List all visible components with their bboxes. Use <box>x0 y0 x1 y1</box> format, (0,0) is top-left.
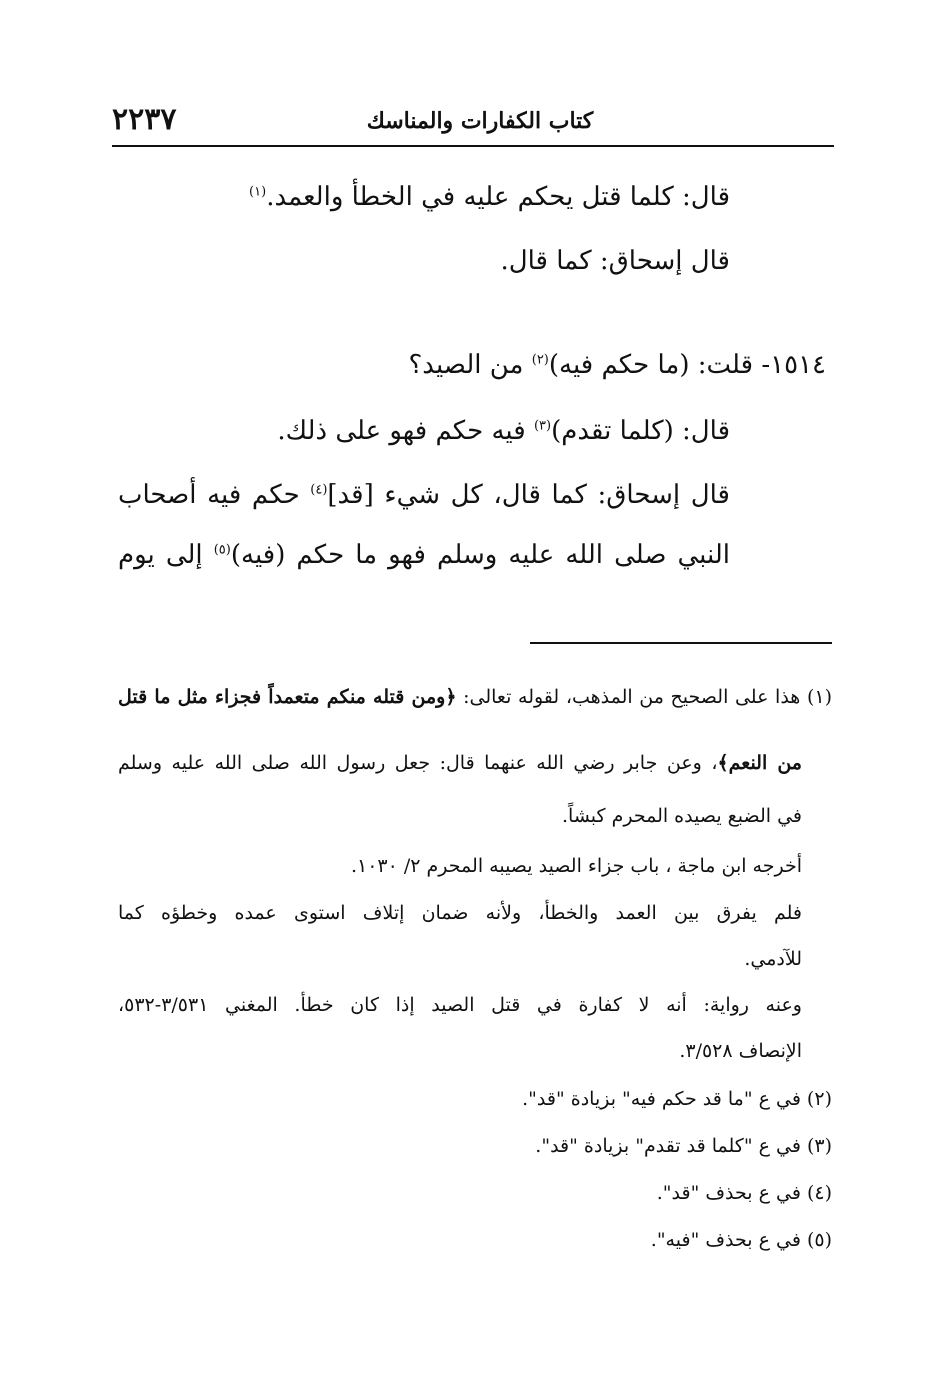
body-text: قال: (كلما تقدم) <box>551 416 730 446</box>
body-text: فيه حكم فهو على ذلك. <box>277 416 534 446</box>
footnote-4 <box>657 1182 832 1204</box>
footnote-ref-1: (١) <box>249 184 267 200</box>
footnote-ref-5: (٥) <box>213 542 231 558</box>
footnote-5 <box>651 1229 832 1251</box>
footnote-1-line-5 <box>118 902 802 924</box>
footnote-text: (١) هذا على الصحيح من المذهب، لقوله تعالى: <box>456 686 832 708</box>
footnote-2 <box>522 1088 832 1110</box>
footnote-text: (٣) في ع "كلما قد تقدم" بزيادة "قد". <box>535 1135 832 1157</box>
footnote-text: في الضبع يصيده المحرم كبشاً. <box>561 805 802 827</box>
footnote-text: فلم يفرق بين العمد والخطأ، ولأنه ضمان إتلاف استوى عمده وخطؤه كما <box>118 902 802 924</box>
body-text: إلى يوم <box>118 540 214 570</box>
footnote-text: الإنصاف ٣/٥٢٨. <box>679 1040 802 1062</box>
body-text: حكم فيه أصحاب <box>118 480 311 510</box>
body-text: قال: كلما قتل يحكم عليه في الخطأ والعمد. <box>266 182 730 212</box>
body-line-3 <box>409 350 827 380</box>
footnote-1-line-1 <box>118 686 832 708</box>
footnote-text: (٢) في ع "ما قد حكم فيه" بزيادة "قد". <box>522 1088 832 1110</box>
footnote-1-line-3 <box>562 805 802 827</box>
body-line-6 <box>118 540 730 570</box>
footnote-text: للآدمي. <box>744 948 802 970</box>
page-number: ٢٢٣٧ <box>112 102 177 137</box>
footnote-1-line-7 <box>118 994 802 1016</box>
footnote-3 <box>535 1135 832 1157</box>
body-text: قال إسحاق: كما قال، كل شيء [قد] <box>327 480 730 510</box>
footnote-1-line-2 <box>118 752 802 774</box>
footnote-1-line-4 <box>351 855 802 877</box>
body-text: من الصيد؟ <box>408 350 532 380</box>
footnote-separator <box>530 642 832 644</box>
body-line-1 <box>249 182 730 212</box>
footnote-ref-3: (٣) <box>533 418 552 434</box>
body-line-2 <box>500 246 730 276</box>
footnote-1-line-8 <box>679 1040 802 1062</box>
footnote-text: (٤) في ع بحذف "قد". <box>656 1182 832 1204</box>
body-line-5 <box>118 480 730 510</box>
body-line-4 <box>277 416 730 446</box>
running-header-title: كتاب الكفارات والمناسك <box>366 108 594 134</box>
footnote-text: وعنه رواية: أنه لا كفارة في قتل الصيد إذا كان خطأ. المغني ٣/٥٣١-٥٣٢، <box>118 994 802 1016</box>
header-rule <box>112 145 834 147</box>
footnote-text: ، وعن جابر رضي الله عنهما قال: جعل رسول الله صلى الله عليه وسلم <box>118 752 718 774</box>
footnote-1-line-6 <box>744 948 802 970</box>
body-text: ١٥١٤- قلت: (ما حكم فيه) <box>548 350 826 380</box>
footnote-text: أخرجه ابن ماجة ، باب جزاء الصيد يصيبه المحرم ٢/ ١٠٣٠. <box>350 855 802 877</box>
quran-verse: من النعم﴾ <box>717 752 802 774</box>
footnote-ref-4: (٤) <box>310 482 328 498</box>
quran-verse: ﴿ومن قتله منكم متعمداً فجزاء مثل ما قتل <box>118 686 457 708</box>
body-text: قال إسحاق: كما قال. <box>500 246 730 276</box>
body-text: النبي صلى الله عليه وسلم فهو ما حكم (فيه) <box>230 540 730 570</box>
footnote-ref-2: (٢) <box>531 352 549 368</box>
footnote-text: (٥) في ع بحذف "فيه". <box>650 1229 832 1251</box>
